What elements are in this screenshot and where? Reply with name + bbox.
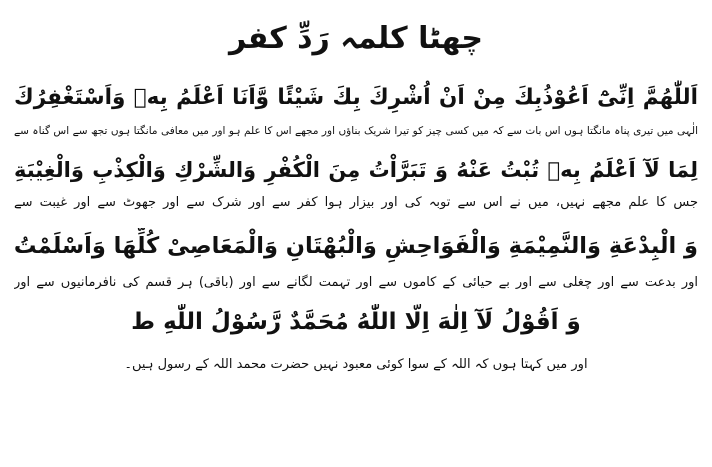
- urdu-translation-line-4: اور میں کہتا ہوں کہ اللہ کے سوا کوئی معبود نہیں حضرت محمد اللہ کے رسول ہیں۔: [124, 357, 588, 372]
- urdu-translation-line-3: اور بدعت سے اور چغلی سے اور بے حیائی کے کاموں سے اور تہمت لگانے سے اور (باقی) ہر قسم کی نافرمانیوں سے اور: [14, 275, 698, 290]
- arabic-line-3: وَ الْبِدْعَةِ وَالنَّمِیْمَةِ وَالْفَوَاحِشِ وَالْبُهْتَانِ وَالْمَعَاصِیْ كُلِّهَا وَاَسْلَمْتُ: [14, 233, 698, 259]
- page-title: چھٹا کلمہ رَدِّ کفر: [228, 21, 484, 56]
- urdu-translation-line-1: الٰہی میں تیری پناہ مانگتا ہوں اس بات سے کہ میں کسی چیز کو تیرا شریک بناؤں اور مجھے اس کا علم ہو اور میں معافی مانگتا ہوں تجھ سے اس گناہ سے: [14, 125, 698, 137]
- arabic-line-2: لِمَا لَآ اَعْلَمُ بِهٖ تُبْتُ عَنْهُ وَ تَبَرَّاْتُ مِنَ الْكُفْرِ وَالشِّرْكِ وَالْكِذْبِ وَالْغِیْبَةِ: [14, 158, 698, 182]
- urdu-translation-line-2: جس کا علم مجھے نہیں، میں نے اس سے توبہ کی اور بیزار ہوا کفر سے اور شرک سے اور جھوٹ سے اور غیبت سے: [14, 195, 698, 210]
- arabic-line-1: اَللّٰھُمَّ اِنِّیْٓ اَعُوْذُبِكَ مِنْ اَنْ اُشْرِكَ بِكَ شَیْئًا وَّاَنَا اَعْلَمُ بِهٖ وَاَسْتَغْفِرُكَ: [14, 85, 698, 110]
- arabic-line-4: وَ اَقُوْلُ لَآ اِلٰهَ اِلَّا اللّٰهُ مُحَمَّدٌ رَّسُوْلُ اللّٰهِ ط: [131, 309, 581, 335]
